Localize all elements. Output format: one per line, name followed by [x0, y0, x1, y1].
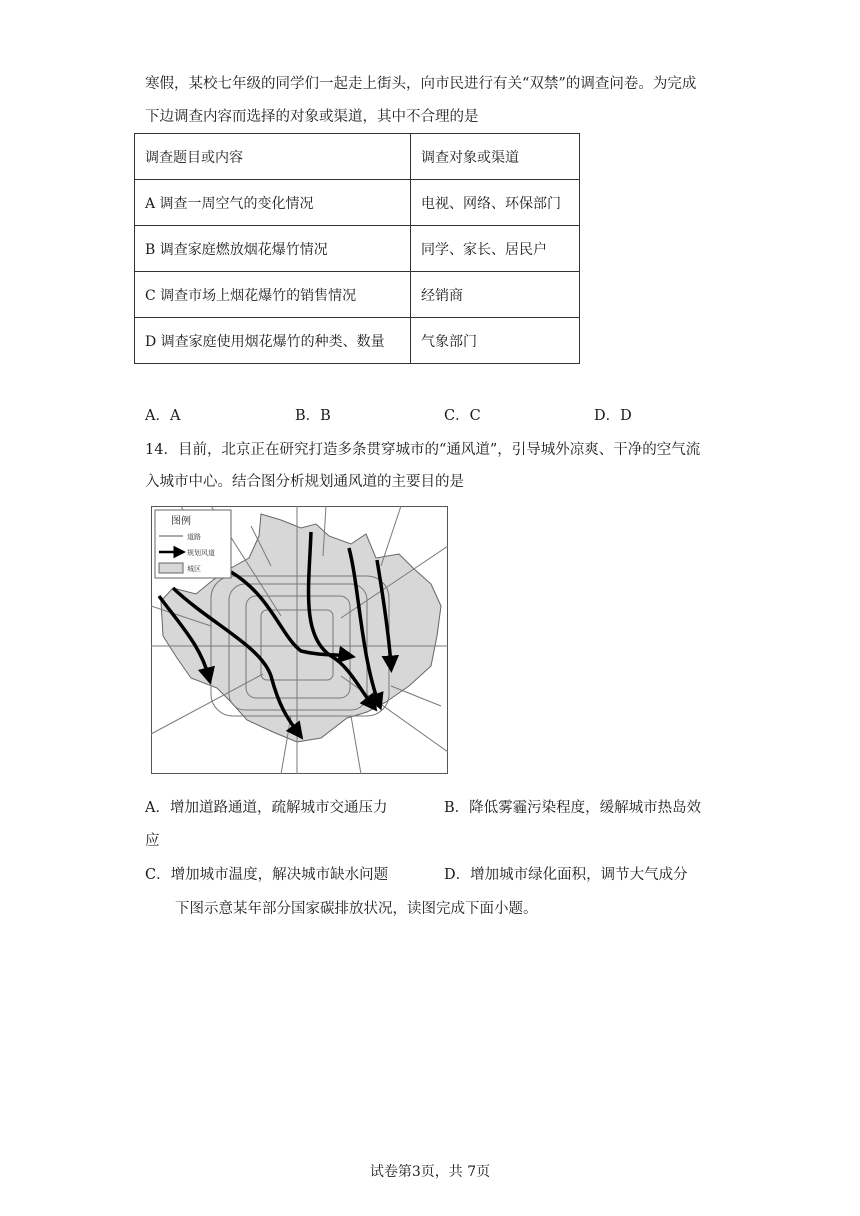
legend-title: 图例: [171, 516, 191, 527]
table-cell: 气象部门: [411, 318, 580, 364]
intro-line-2: 下边调查内容而选择的对象或渠道，其中不合理的是: [145, 109, 479, 125]
table-row: [135, 272, 580, 318]
table-cell: 经销商: [411, 272, 580, 318]
survey-table: [134, 133, 580, 364]
table-cell: B 调查家庭燃放烟花爆竹情况: [135, 226, 411, 272]
q14-option-d[interactable]: D．增加城市绿化面积，调节大气成分: [444, 867, 688, 883]
q14-stem-line-2: 入城市中心。结合图分析规划通风道的主要目的是: [145, 474, 464, 490]
table-row: [135, 226, 580, 272]
table-header-cell: 调查题目或内容: [135, 134, 411, 180]
q13-option-d[interactable]: D．D: [594, 408, 632, 424]
q13-option-b[interactable]: B．B: [295, 408, 331, 424]
page-footer: 试卷第3页，共 7页: [369, 1164, 491, 1180]
table-row: [135, 318, 580, 364]
legend-corridor-label: 规划风道: [187, 549, 215, 557]
legend-urban-symbol: [159, 563, 183, 573]
q14-option-c[interactable]: C．增加城市温度，解决城市缺水问题: [145, 867, 389, 883]
q13-option-a[interactable]: A．A: [145, 408, 181, 424]
q14-option-a[interactable]: A．增加道路通道，疏解城市交通压力: [145, 800, 388, 816]
q14-option-b[interactable]: B．降低雾霾污染程度，缓解城市热岛效: [444, 800, 702, 816]
table-row: [135, 180, 580, 226]
table-header-cell: 调查对象或渠道: [411, 134, 580, 180]
table-cell: 电视、网络、环保部门: [411, 180, 580, 226]
table-cell: D 调查家庭使用烟花爆竹的种类、数量: [135, 318, 411, 364]
next-question-intro: 下图示意某年部分国家碳排放状况，读图完成下面小题。: [175, 901, 538, 917]
table-cell: A 调查一周空气的变化情况: [135, 180, 411, 226]
q14-stem-line-1: 14．目前，北京正在研究打造多条贯穿城市的“通风道”，引导城外凉爽、干净的空气流: [145, 442, 701, 458]
ventilation-corridor-map: [151, 506, 448, 774]
table-cell: 同学、家长、居民户: [411, 226, 580, 272]
table-cell: C 调查市场上烟花爆竹的销售情况: [135, 272, 411, 318]
table-header-row: [135, 134, 580, 180]
q13-option-c[interactable]: C．C: [444, 408, 481, 424]
legend-urban-label: 城区: [187, 565, 201, 573]
legend-road-label: 道路: [187, 533, 201, 541]
intro-line-1: 寒假，某校七年级的同学们一起走上街头，向市民进行有关“双禁”的调查问卷。为完成: [145, 76, 697, 92]
q14-option-b-continuation: 应: [145, 833, 160, 849]
